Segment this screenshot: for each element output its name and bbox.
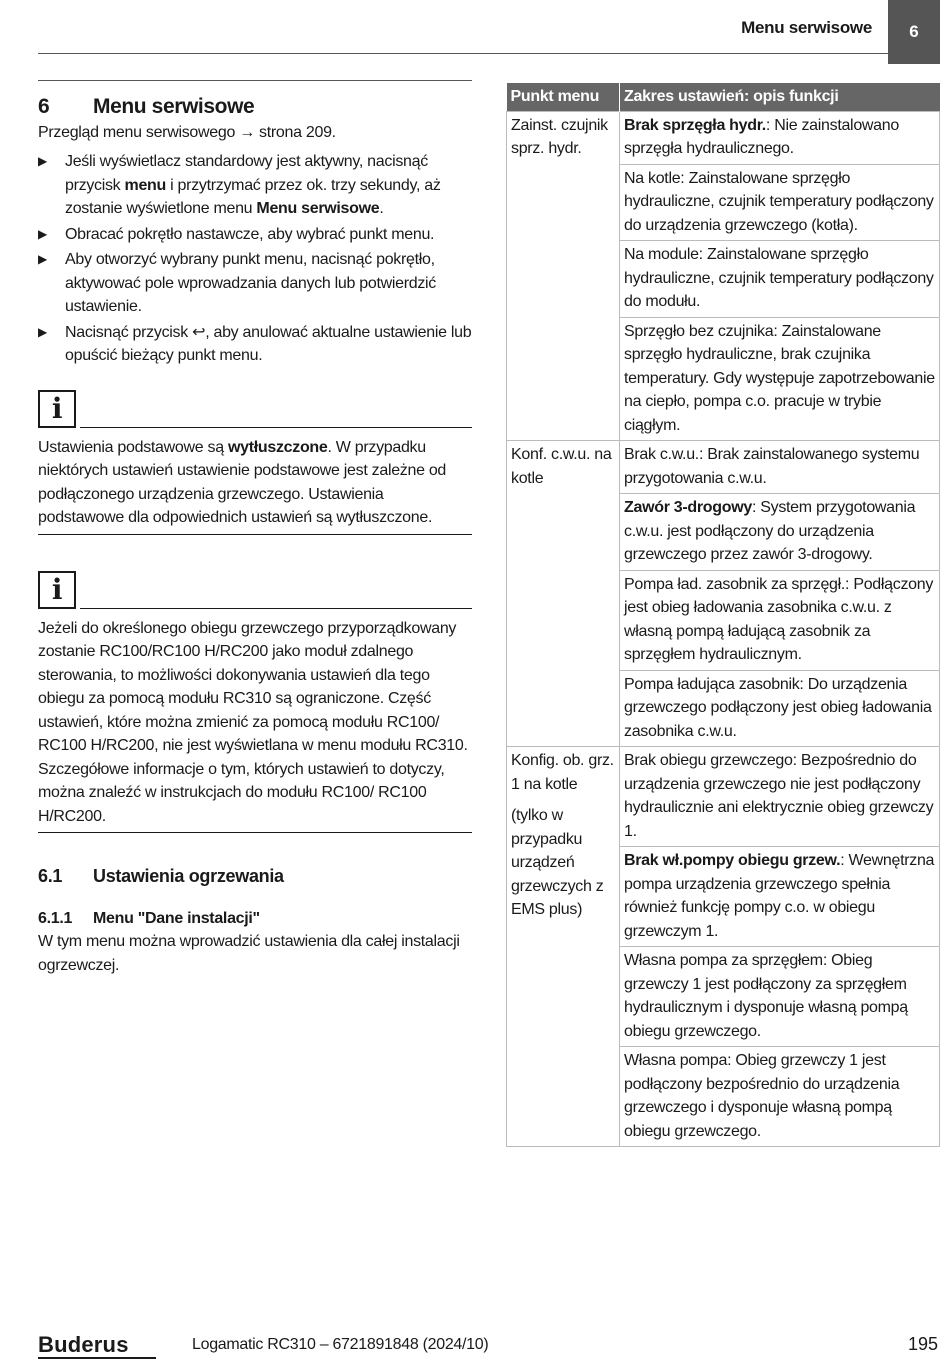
desc-cell: [620, 111, 940, 164]
info-text: Jeżeli do określonego obiegu grzewczego przyporządkowany zostanie RC100/RC100 H/RC200 jako moduł zdalnego sterowania, to możliwości dokonywania ustawień dla tego obiegu za pomocą modułu RC310 są ograniczone. Część ustawień, które można zmienić za pomocą modułu RC100/ RC100 H/RC200, nie jest wyświetlana w menu modułu RC310. Szczegółowe informacje o tym, których ustawień to dotyczy, można znaleźć w instrukcjach do modułu RC100/ RC100 H/RC200.: [38, 609, 472, 834]
step-text: Obracać pokrętło nastawcze, aby wybrać punkt menu.: [65, 225, 435, 243]
step-text: i przytrzymać przez ok. trzy sekundy, aż zostanie wyświetlone menu: [65, 176, 441, 217]
logo-underline: [38, 1357, 156, 1359]
running-header-title: Menu serwisowe: [741, 18, 872, 37]
info-box-basic-settings: [38, 388, 472, 535]
section-title: Menu serwisowe: [93, 95, 255, 118]
desc-text: : Wewnętrzna pompa urządzenia grzewczego spełnia również funkcję pompy c.o. w obiegu grzewczym 1.: [624, 852, 935, 940]
table-row: [507, 111, 940, 164]
desc-text: Na kotle: Zainstalowane sprzęgło hydrauliczne, czujnik temperatury podłączony do urządzenia grzewczego (kotła).: [624, 169, 934, 234]
desc-bold: Brak sprzęgła hydr.: [624, 116, 766, 134]
menu-item-label: Konfig. ob. grz. 1 na kotle: [511, 752, 614, 793]
subsubsection-title: Menu "Dane instalacji": [93, 909, 260, 927]
section-heading: [38, 95, 472, 119]
menu-item-cell: Konf. c.w.u. na kotle: [507, 441, 620, 747]
desc-cell: [620, 494, 940, 571]
back-arrow-icon: ↩: [192, 323, 206, 341]
desc-text: Sprzęgło bez czujnika: Zainstalowane sprzęgło hydrauliczne, brak czujnika temperatury. Gdy występuje zapotrzebowanie na ciepło, pompa c.o. pracuje w trybie ciągłym.: [624, 322, 935, 434]
info-rule: [80, 426, 472, 428]
section-number: 6: [38, 95, 50, 118]
desc-cell: [620, 670, 940, 747]
desc-bold: Brak wł.pompy obiegu grzew.: [624, 852, 841, 869]
step-text: .: [379, 200, 384, 217]
table-row: [507, 747, 940, 847]
info-box-remote-control: [38, 569, 472, 834]
subsubsection-text: W tym menu można wprowadzić ustawienia dla całej instalacji ogrzewczej.: [38, 933, 460, 974]
desc-cell: [620, 164, 940, 241]
info-box-head: [38, 388, 472, 428]
step-text: Jeśli wyświetlacz standardowy jest aktywny, nacisnąć przycisk: [65, 153, 428, 194]
desc-cell: [620, 241, 940, 318]
footer-document-id: Logamatic RC310 – 6721891848 (2024/10): [192, 1336, 489, 1353]
triangle-bullet-icon: ▶: [38, 226, 47, 241]
table-header-row: [507, 83, 940, 111]
desc-cell: [620, 1047, 940, 1147]
arrow-right-icon: →: [239, 123, 255, 141]
info-text-part: . W przypadku niektórych ustawień ustawienie podstawowe jest zależne od podłączonego urządzenia grzewczego. Ustawienia podstawowe dla odpowiednich ustawień są wytłuszczone.: [38, 438, 447, 526]
step-text: , aby anulować aktualne ustawienie lub opuścić bieżący punkt menu.: [65, 323, 472, 364]
menu-item-note: (tylko w przypadku urządzeń grzewczych z EMS plus): [511, 807, 604, 918]
triangle-bullet-icon: ▶: [38, 252, 47, 266]
page-number: 195: [907, 1334, 938, 1354]
step-item: [38, 321, 472, 368]
chapter-tab: 6: [888, 0, 940, 64]
desc-text: Własna pompa: Obieg grzewczy 1 jest podłączony bezpośrednio do urządzenia grzewczego i dysponuje własną pompą obiegu grzewczego.: [624, 1052, 900, 1140]
desc-cell: [620, 847, 940, 947]
section-rule: [38, 80, 472, 81]
step-list: [38, 150, 472, 368]
menu-item-cell: Zainst. czujnik sprz. hydr.: [507, 111, 620, 441]
desc-cell: [620, 747, 940, 847]
desc-text: Brak c.w.u.: Brak zainstalowanego systemu przygotowania c.w.u.: [624, 446, 920, 487]
desc-text: : Nie zainstalowano sprzęgła hydraulicznego.: [624, 116, 899, 157]
triangle-bullet-icon: ▶: [38, 154, 47, 168]
desc-text: Na module: Zainstalowane sprzęgło hydrauliczne, czujnik temperatury podłączony do modułu.: [624, 246, 934, 310]
desc-cell: [620, 317, 940, 441]
subsection-heading: [38, 865, 472, 889]
column-header-item: Punkt menu: [507, 83, 620, 111]
table-row: [507, 441, 940, 494]
desc-text: : System przygotowania c.w.u. jest podłączony do urządzenia grzewczego przez zawór 3-drogowy.: [624, 499, 916, 563]
info-box-head: [38, 569, 472, 609]
overview-line: [38, 121, 472, 145]
subsubsection-number: 6.1.1: [38, 909, 73, 927]
desc-text: Pompa ład. zasobnik za sprzęgł.: Podłączony jest obieg ładowania zasobnika c.w.u. z własną pompą ładującą zasobnik za sprzęgłem hydraulicznym.: [624, 575, 934, 663]
info-icon: i: [38, 390, 76, 428]
desc-bold: Zawór 3-drogowy: [624, 499, 752, 516]
step-text: Nacisnąć przycisk: [65, 323, 193, 341]
desc-text: Własna pompa za sprzęgłem: Obieg grzewczy 1 jest podłączony za sprzęgłem hydraulicznym i dysponuje własną pompą obiegu grzewczego.: [624, 952, 908, 1040]
brand-logo: Buderus: [38, 1332, 129, 1357]
info-rule: [80, 607, 472, 609]
left-column: [38, 80, 472, 977]
settings-table: [506, 83, 940, 1147]
desc-cell: [620, 947, 940, 1047]
desc-cell: [620, 441, 940, 494]
overview-suffix: strona 209.: [254, 123, 336, 141]
triangle-bullet-icon: ▶: [38, 324, 47, 339]
subsection-number: 6.1: [38, 866, 63, 886]
column-header-desc: Zakres ustawień: opis funkcji: [620, 83, 940, 111]
info-text-part: Ustawienia podstawowe są: [38, 438, 228, 456]
step-item: [38, 150, 472, 221]
step-item: [38, 248, 472, 319]
info-bold: wytłuszczone: [227, 438, 328, 456]
menu-item-cell: [507, 747, 620, 1147]
desc-text: Pompa ładująca zasobnik: Do urządzenia grzewczego podłączony jest obieg ładowania zasobnika c.w.u.: [624, 675, 932, 740]
desc-cell: [620, 570, 940, 670]
step-bold: Menu serwisowe: [256, 200, 380, 217]
step-text: Aby otworzyć wybrany punkt menu, nacisnąć pokrętło, aktywować pole wprowadzania danych lub potwierdzić ustawienie.: [65, 251, 436, 315]
subsubsection-heading: [38, 907, 472, 931]
step-item: [38, 223, 472, 247]
info-icon: i: [38, 571, 76, 609]
subsection-title: Ustawienia ogrzewania: [93, 866, 284, 886]
step-bold: menu: [124, 176, 167, 194]
desc-text: Brak obiegu grzewczego: Bezpośrednio do urządzenia grzewczego nie jest podłączony hydraulicznie ani elektrycznie obieg grzewczy 1.: [624, 752, 934, 840]
info-text: [38, 428, 472, 535]
header-rule: [38, 53, 888, 54]
overview-prefix: Przegląd menu serwisowego: [38, 123, 240, 141]
